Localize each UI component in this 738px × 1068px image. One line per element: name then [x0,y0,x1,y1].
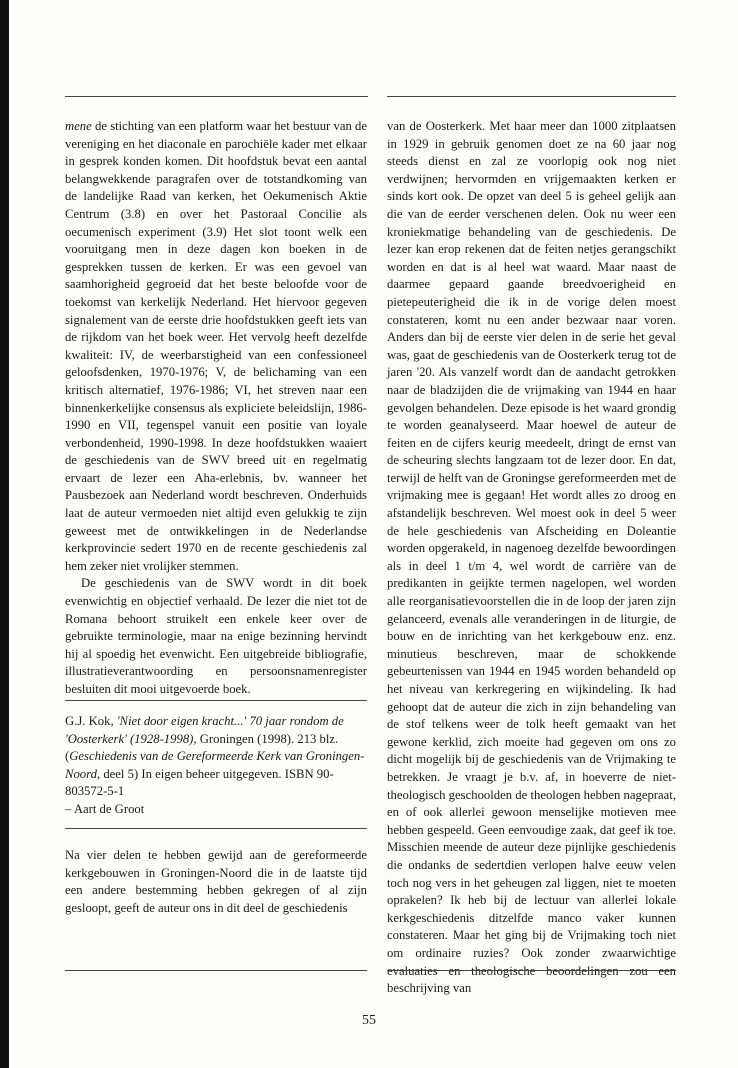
book-author: G.J. Kok, [65,714,114,728]
right-column [387,118,676,998]
left-bottom-column [65,847,367,917]
review-separator-top [65,700,367,701]
left-paragraph-1-text: de stichting van een platform waar het bestuur van de vereniging en het diaconale en parochiële kader met elkaar in gesprek konden komen. Dit hoofdstuk bevat een aantal belangwekkende paragrafen over de totstandkoming van de landelijke Raad van kerken, het Oekumenisch Aktie Centrum (3.8) en over het Pastoraal Concilie als oecumenisch experiment (3.9) Het slot toont welk een vooruitgang men in deze dagen kon boeken in de gesprekken tussen de kerken. Er was een gevoel van saamhorigheid gegroeid dat het beste beloofde voor de toekomst van kerkelijk Nederland. Het hiervoor gegeven signalement van de eerste drie hoofdstukken geeft iets van de rijkdom van het boek weer. Het vervolg heeft dezelfde kwaliteit: IV, de weerbarstigheid van een confessioneel geloofsdenken, 1970-1976; V, de belichaming van een kritisch alternatief, 1976-1986; VI, het streven naar een binnenkerkelijke consensus als expliciete beleidslijn, 1986-1990 en VII, tegenspel vanuit een positie van loyale verbondenheid, 1990-1998. In deze hoofdstukken waaiert de geschiedenis van de SWV breed uit en regelmatig ervaart de lezer een Aha-erlebnis, bv. wanneer het Pausbezoek aan Nederland wordt beschreven. Onderhuids laat de auteur vermoeden niet altijd even gelukkig te zijn geweest met de ontwikkelingen in de Nederlandse kerkprovincie sedert 1970 en de recente geschiedenis zal hem zeker niet vrolijker stemmen. [65,119,367,573]
bottom-rule-left [65,970,367,971]
review-separator-bottom [65,828,367,829]
book-publisher: Groningen (1998). 213 blz. ( [65,731,339,764]
book-series-rest: deel 5) In eigen beheer uitgegeven. ISBN 90-803572-5-1 [65,766,334,799]
top-rule-right [387,96,676,97]
book-series: Geschiedenis van de Gereformeerde Kerk van Groningen-Noord, [65,749,365,781]
bottom-rule-right [387,970,676,971]
book-title: 'Niet door eigen kracht...' 70 jaar rondom de 'Oosterkerk' (1928-1998), [65,714,344,746]
bibliographic-entry [65,713,367,801]
left-paragraph-2: De geschiedenis van de SWV wordt in dit boek evenwichtig en objectief verhaald. De lezer die niet tot de Romana behoort struikelt een enkele keer over de gebruikte terminologie, maar na enige bezinning hervindt hij al spoedig het evenwicht. Een uitgebreide bibliografie, illustratieverantwoording en persoonsnamenregister besluiten dit mooi uitgevoerde boek. [65,576,367,696]
review-header [65,713,367,819]
reviewer-name: – Aart de Groot [65,801,145,816]
italic-word: mene [65,119,92,133]
left-paragraph-1 [65,118,367,575]
page-number: 55 [362,1013,376,1028]
right-paragraph: van de Oosterkerk. Met haar meer dan 1000 zitplaatsen in 1929 in gebruik genomen doet ze na 60 jaar nog steeds dienst en zal ze voorlopig ook nog niet verdwijnen; hervormden en vrijgemaakten kerken er sinds kort ook. De opzet van deel 5 is geheel gelijk aan die van de eerder verschenen delen. Ook nu weer een kroniekmatige behandeling van de geschiedenis. De lezer kan erop rekenen dat de feiten netjes gerangschikt worden en dat is al heel wat waard. Maar naast de daarmee gepaard gaande breedvoerigheid en pietepeuterigheid die ik in de vorige delen moest constateren, komt nu een ander bezwaar naar voren. Anders dan bij de eerste vier delen in de serie het geval was, gaat de geschiedenis van de Oosterkerk terug tot de jaren '20. Als vanzelf wordt dan de aandacht getrokken naar de bladzijden die de vrijmaking van 1944 en haar gevolgen behandelen. Deze episode is het waard grondig te worden geanalyseerd. Maar hoewel de auteur de feiten en de cijfers keurig meedeelt, dringt de ernst van de scheuring slechts langzaam tot de lezer door. En dat, terwijl de helft van de Groningse gereformeerden met de vrijmaking mee is gegaan! Het wordt alles zo droog en afstandelijk beschreven. Wel moest ook in deel 5 weer de hele geschiedenis van Afscheiding en Doleantie worden opgerakeld, in nagenoeg dezelfde bewoordingen als in deel 1 t/m 4, wel wordt de carrière van de predikanten in geijkte termen nagelopen, wel worden alle reorganisatievoorstellen die in de loop der jaren zijn gelanceerd, evenals alle veranderingen in de liturgie, de bouw en de inrichting van het kerkgebouw enz. enz. minutieus beschreven, maar de schokkende gebeurtenissen van 1944 en 1945 worden behandeld op het niveau van kerkregering en wijkindeling. Ik had gehoopt dat de auteur die zich in zijn behandeling van de stof telkens weer de tolk heeft gemaakt van het gewone kerklid, zich moeite had gegeven om ons zo dicht mogelijk bij de geschiedenis van de Vrijmaking te betrekken. Je vraagt je b.v. af, in hoeverre de niet-theologisch geschoolden de theologen hebben nagepraat, en of ook allerlei gewoon menselijke motieven mee hebben gespeeld. Geen eenvoudige zaak, dat geef ik toe. Misschien meende de auteur deze pijnlijke geschiedenis die ondanks de sedertdien verlopen halve eeuw velen toch nog vers in het geheugen zal liggen, niet te moeten oprakelen? Ik heb bij de lectuur van allerlei lokale kerkgeschiedenis ditzelfde manco vaker kunnen constateren. Maar het ging bij de Vrijmaking toch niet om ordinaire ruzies? Ook zonder zwaarwichtige evaluaties en theologische beoordelingen zou een beschrijving van [387,119,676,996]
left-column [65,118,367,699]
top-rule-left [65,96,368,97]
review-paragraph-start: Na vier delen te hebben gewijd aan de gereformeerde kerkgebouwen in Groningen-Noord die in de laatste tijd een andere bestemming hebben gekregen of al zijn gesloopt, geeft de auteur ons in dit deel de geschiedenis [65,848,367,915]
binding-edge [0,0,9,1068]
